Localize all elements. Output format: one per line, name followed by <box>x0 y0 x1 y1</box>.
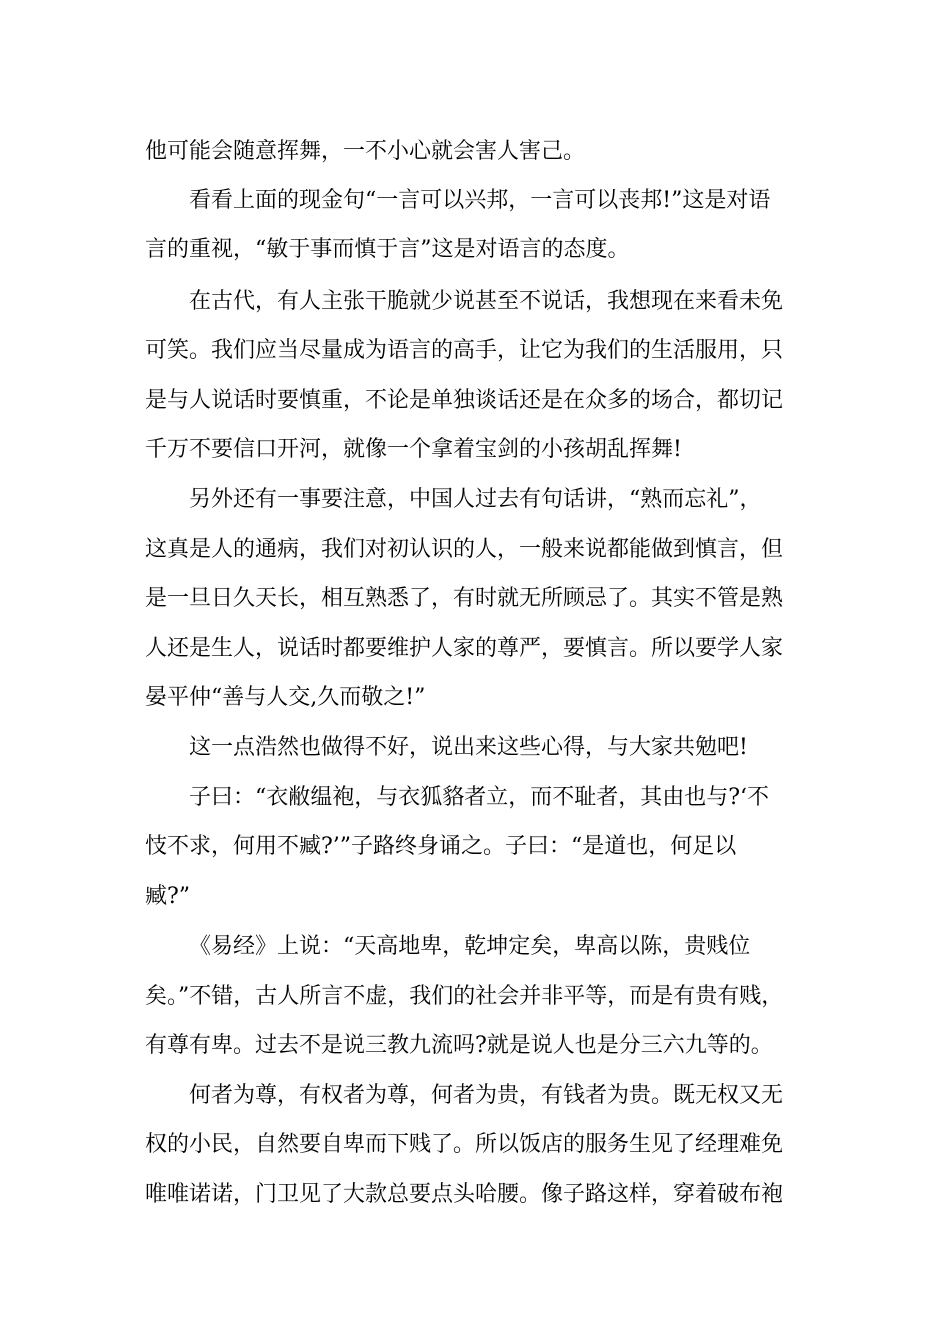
text-line: 权的小民，自然要自卑而下贱了。所以饭店的服务生见了经理难免 <box>145 1132 784 1157</box>
text-line: 唯唯诺诺，门卫见了大款总要点头哈腰。像子路这样，穿着破布袍 <box>145 1182 784 1207</box>
text-line: 这真是人的通病，我们对初认识的人，一般来说都能做到慎言，但 <box>145 537 784 562</box>
text-line: 人还是生人，说话时都要维护人家的尊严，要慎言。所以要学人家 <box>145 636 784 661</box>
text-line: 矣。”不错，古人所言不虚，我们的社会并非平等，而是有贵有贱， <box>145 984 784 1009</box>
text-line: 有尊有卑。过去不是说三教九流吗?就是说人也是分三六九等的。 <box>145 1033 773 1058</box>
text-line: 另外还有一事要注意，中国人过去有句话讲，“熟而忘礼”， <box>189 487 762 512</box>
text-line: 是与人说话时要慎重，不论是单独谈话还是在众多的场合，都切记 <box>145 388 784 413</box>
text-line: 可笑。我们应当尽量成为语言的高手，让它为我们的生活服用，只 <box>145 338 784 363</box>
text-line: 言的重视，“敏于事而慎于言”这是对语言的态度。 <box>145 237 630 262</box>
text-line: 忮不求，何用不臧?’”子路终身诵之。子曰：“是道也，何足以 <box>145 834 737 859</box>
text-line: 他可能会随意挥舞，一不小心就会害人害己。 <box>145 139 586 164</box>
text-line: 臧?” <box>145 884 191 909</box>
text-line: 子曰：“衣敝缊袍，与衣狐貉者立，而不耻者，其由也与?‘不 <box>189 785 770 810</box>
text-line: 在古代，有人主张干脆就少说甚至不说话，我想现在来看未免 <box>189 289 784 314</box>
text-line: 《易经》上说：“天高地卑，乾坤定矣，卑高以陈，贵贱位 <box>189 934 751 959</box>
text-line: 何者为尊，有权者为尊，何者为贵，有钱者为贵。既无权又无 <box>189 1083 784 1108</box>
text-line: 是一旦日久天长，相互熟悉了，有时就无所顾忌了。其实不管是熟 <box>145 586 784 611</box>
text-line: 千万不要信口开河，就像一个拿着宝剑的小孩胡乱挥舞! <box>145 437 682 462</box>
text-line: 看看上面的现金句“一言可以兴邦，一言可以丧邦!”这是对语 <box>189 188 771 213</box>
text-line: 晏平仲“善与人交,久而敬之!” <box>145 685 426 710</box>
text-line: 这一点浩然也做得不好，说出来这些心得，与大家共勉吧! <box>189 735 748 760</box>
